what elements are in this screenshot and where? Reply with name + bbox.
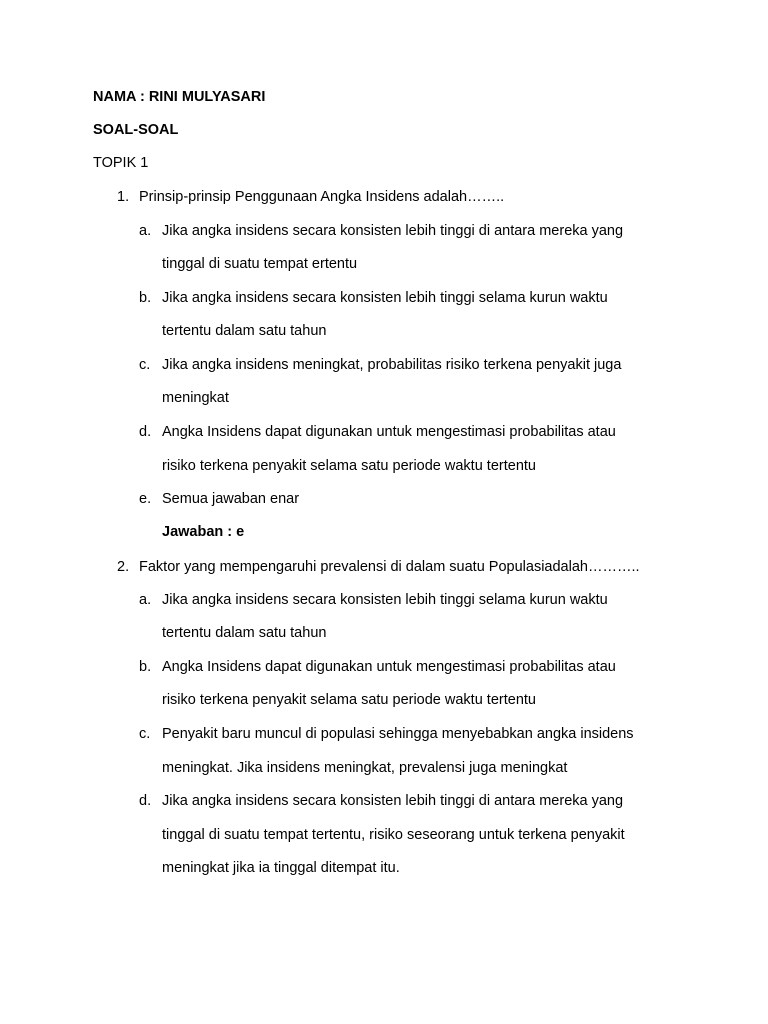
option-text: meningkat [162,390,229,406]
option-letter: c. [139,726,151,742]
question-text: Prinsip-prinsip Penggunaan Angka Insidens adalah…….. [139,189,505,205]
option-text: Penyakit baru muncul di populasi sehingga menyebabkan angka insidens [162,726,634,742]
answer-key: Jawaban : e [162,524,245,540]
option-letter: a. [139,592,152,608]
topic-heading: TOPIK 1 [93,155,149,171]
option-text: Jika angka insidens secara konsisten lebih tinggi di antara mereka yang [162,223,624,239]
option-letter: c. [139,357,151,373]
option-text: risiko terkena penyakit selama satu periode waktu tertentu [162,458,536,474]
option-letter: d. [139,793,152,809]
question-text: Faktor yang mempengaruhi prevalensi di dalam suatu Populasiadalah……….. [139,559,640,575]
option-text: meningkat. Jika insidens meningkat, prevalensi juga meningkat [162,760,568,776]
option-text: Jika angka insidens meningkat, probabilitas risiko terkena penyakit juga [162,357,622,373]
option-text: Jika angka insidens secara konsisten lebih tinggi selama kurun waktu [162,592,608,608]
student-name: NAMA : RINI MULYASARI [93,89,266,105]
option-letter: a. [139,223,152,239]
option-text: meningkat jika ia tinggal ditempat itu. [162,860,400,876]
option-text: Jika angka insidens secara konsisten lebih tinggi di antara mereka yang [162,793,624,809]
option-text: Angka Insidens dapat digunakan untuk mengestimasi probabilitas atau [162,659,616,675]
option-text: Jika angka insidens secara konsisten lebih tinggi selama kurun waktu [162,290,608,306]
option-letter: b. [139,659,152,675]
option-letter: d. [139,424,152,440]
option-text: risiko terkena penyakit selama satu periode waktu tertentu [162,692,536,708]
option-text: tinggal di suatu tempat tertentu, risiko seseorang untuk terkena penyakit [162,827,625,843]
option-text: tinggal di suatu tempat ertentu [162,256,358,272]
question-number: 1. [117,189,130,205]
section-title: SOAL-SOAL [93,122,179,138]
option-text: Semua jawaban enar [162,491,300,507]
option-text: tertentu dalam satu tahun [162,323,327,339]
question-number: 2. [117,559,130,575]
option-letter: e. [139,491,152,507]
option-text: tertentu dalam satu tahun [162,625,327,641]
option-letter: b. [139,290,152,306]
option-text: Angka Insidens dapat digunakan untuk mengestimasi probabilitas atau [162,424,616,440]
